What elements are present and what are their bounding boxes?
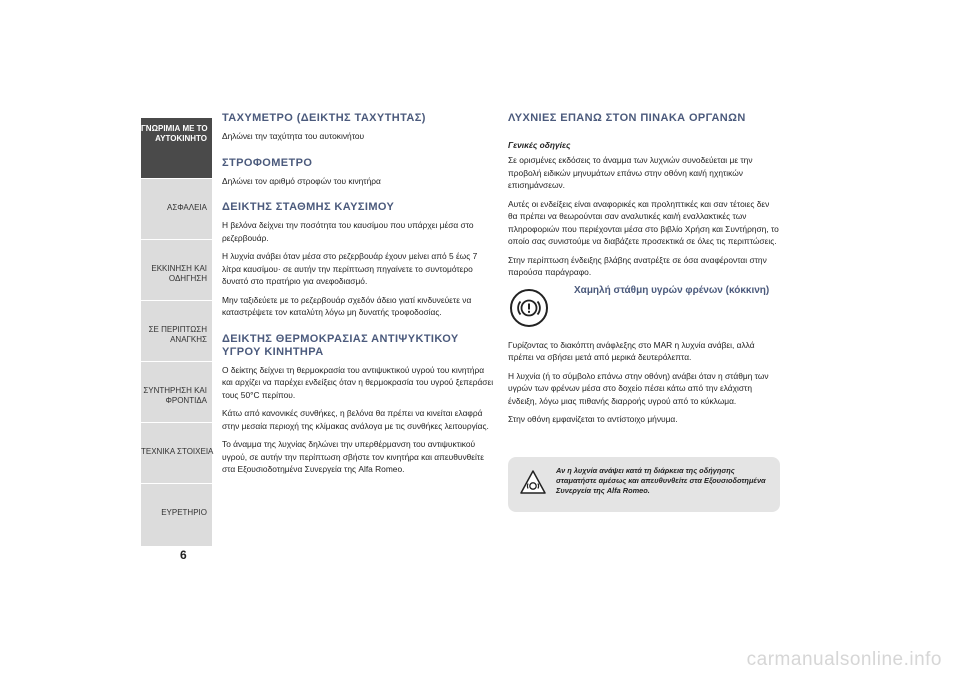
tab-starting-driving[interactable] — [141, 240, 212, 300]
tab-label: ΑΣΦΑΛΕΙΑ — [166, 203, 207, 212]
tab-label: ΣΕ ΠΕΡΙΠΤΩΣΗ — [148, 325, 207, 334]
caution-triangle-icon — [520, 470, 546, 494]
general-paragraph: Στην περίπτωση ένδειξης βλάβης ανατρέξτε σε όσα αναφέρονται στην παρούσα παράγραφο. — [508, 254, 767, 277]
page-number: 6 — [180, 548, 187, 562]
tab-safety[interactable] — [141, 179, 212, 239]
tab-label: ΑΝΑΓΚΗΣ — [170, 335, 207, 344]
fuel-gauge-heading: ΔΕΙΚΤΗΣ ΣΤΑΘΜΗΣ ΚΑΥΣΙΜΟΥ — [222, 201, 395, 213]
fuel-paragraph: Μην ταξιδεύετε με το ρεζερβουάρ σχεδόν άδειο γιατί κινδυνεύετε να καταστρέψετε τον καταλύτη λόγω μη δυνατής τροφοδοσίας. — [222, 294, 472, 317]
tab-maintenance[interactable] — [141, 362, 212, 422]
coolant-paragraph: Το άναμμα της λυχνίας δηλώνει την υπερθέρμανση του αντιψυκτικού υγρού, σε αυτήν την περίπτωση σβήστε τον κινητήρα και απευθυνθείτε στα Εξουσιοδοτημένα Συνεργεία της Alfa Romeo. — [222, 439, 484, 474]
warning-lights-heading: ΛΥΧΝΙΕΣ ΕΠΑΝΩ ΣΤΟΝ ΠΙΝΑΚΑ ΟΡΓΑΝΩΝ — [508, 112, 746, 124]
tachometer-text: Δηλώνει τον αριθμό στροφών του κινητήρα — [222, 175, 381, 186]
speedometer-heading: ΤΑΧΥΜΕΤΡΟ (ΔΕΙΚΤΗΣ ΤΑΧΥΤΗΤΑΣ) — [222, 112, 426, 124]
tab-label: ΑΥΤΟΚΙΝΗΤΟ — [155, 134, 207, 143]
brake-paragraph: Στην οθόνη εμφανίζεται το αντίστοιχο μήνυμα. — [508, 414, 678, 424]
brake-paragraph: Γυρίζοντας το διακόπτη ανάφλεξης στο MAR η λυχνία ανάβει, αλλά πρέπει να σβήσει μετά από μερικά δευτερόλεπτα. — [508, 339, 755, 362]
fuel-paragraph: Η λυχνία ανάβει όταν μέσα στο ρεζερβουάρ έχουν μείνει από 5 έως 7 λίτρα καυσίμου· σε αυτήν την περίπτωση πηγαίνετε το συντομότερο δυνατό στο πρατήριο για ανεφοδιασμό. — [222, 251, 478, 286]
coolant-paragraph: Κάτω από κανονικές συνθήκες, η βελόνα θα πρέπει να κινείται ελαφρά στην μεσαία περιοχή της κλίμακας ανάλογα με τις συνθήκες λειτουργίας. — [222, 408, 489, 431]
tab-label: ΣΥΝΤΗΡΗΣΗ ΚΑΙ — [143, 386, 207, 395]
tab-index[interactable] — [141, 484, 212, 546]
coolant-gauge-heading: ΔΕΙΚΤΗΣ ΘΕΡΜΟΚΡΑΣΙΑΣ ΑΝΤΙΨΥΚΤΙΚΟΥ ΥΓΡΟΥ ΚΙΝΗΤΗΡΑ — [222, 332, 459, 358]
left-column — [222, 112, 494, 482]
brake-fluid-warning — [508, 285, 780, 327]
watermark: carmanualsonline.info — [746, 649, 942, 670]
tab-emergency[interactable] — [141, 301, 212, 361]
tab-label: ΓΝΩΡΙΜΙΑ ΜΕ ΤΟ — [141, 124, 208, 133]
tab-label: ΦΡΟΝΤΙΔΑ — [165, 396, 207, 405]
fuel-paragraph: Η βελόνα δείχνει την ποσότητα του καυσίμου που υπάρχει μέσα στο ρεζερβουάρ. — [222, 220, 474, 243]
caution-note-text: Αν η λυχνία ανάψει κατά τη διάρκεια της οδήγησης σταματήστε αμέσως και απευθυνθείτε στα Εξουσιοδοτημένα Συνεργεία της Alfa Romeo. — [556, 466, 766, 495]
speedometer-text: Δηλώνει την ταχύτητα του αυτοκινήτου — [222, 131, 365, 141]
tab-getting-to-know[interactable] — [141, 118, 212, 178]
tab-label: ΕΥΡΕΤΗΡΙΟ — [161, 508, 207, 517]
coolant-paragraph: Ο δείκτης δείχνει τη θερμοκρασία του αντιψυκτικού υγρού του κινητήρα και αρχίζει να παρέχει ενδείξεις όταν η θερμοκρασία του υγρού ξεπεράσει τους 50°C περίπου. — [222, 364, 494, 400]
general-instructions-subheading: Γενικές οδηγίες — [508, 140, 571, 150]
general-paragraph: Σε ορισμένες εκδόσεις το άναμμα των λυχνιών συνοδεύεται με την προβολή ειδικών μηνυμάτων επάνω στην οθόνη και/ή ηχητικών επισημάνσεων. — [508, 155, 753, 190]
general-paragraph: Αυτές οι ενδείξεις είναι αναφορικές και προληπτικές και σαν τέτοιες δεν θα πρέπει να θεωρούνται σαν αναλυτικές και/ή εναλλακτικές των πληροφοριών που περιέχονται μέσα στο βιβλίο Χρήση και Συντήρηση, το οποίο σας συνιστούμε να διαβάζετε προσεκτικά σε όλες τις περιπτώσεις. — [508, 198, 779, 246]
chapter-sidebar — [141, 118, 212, 547]
right-column — [508, 112, 780, 432]
brake-warning-icon — [510, 289, 548, 327]
caution-note — [508, 457, 780, 512]
tab-label: ΤΕΧΝΙΚΑ ΣΤΟΙΧΕΙΑ — [141, 447, 214, 456]
brake-paragraph: Η λυχνία (ή το σύμβολο επάνω στην οθόνη) ανάβει όταν η στάθμη των υγρών των φρένων μέσα στο δοχείο πέσει κάτω από την ελάχιστη ένδειξη, λόγω μιας πιθανής διαρροής υγρού από το κύκλωμα. — [508, 370, 769, 406]
tachometer-heading: ΣΤΡΟΦΟΜΕΤΡΟ — [222, 156, 313, 169]
tab-label: ΕΚΚΙΝΗΣΗ ΚΑΙ — [151, 264, 207, 273]
tab-technical-data[interactable] — [141, 423, 212, 483]
brake-fluid-heading: Χαμηλή στάθμη υγρών φρένων (κόκκινη) — [574, 284, 770, 296]
tab-label: ΟΔΗΓΗΣΗ — [168, 274, 207, 283]
